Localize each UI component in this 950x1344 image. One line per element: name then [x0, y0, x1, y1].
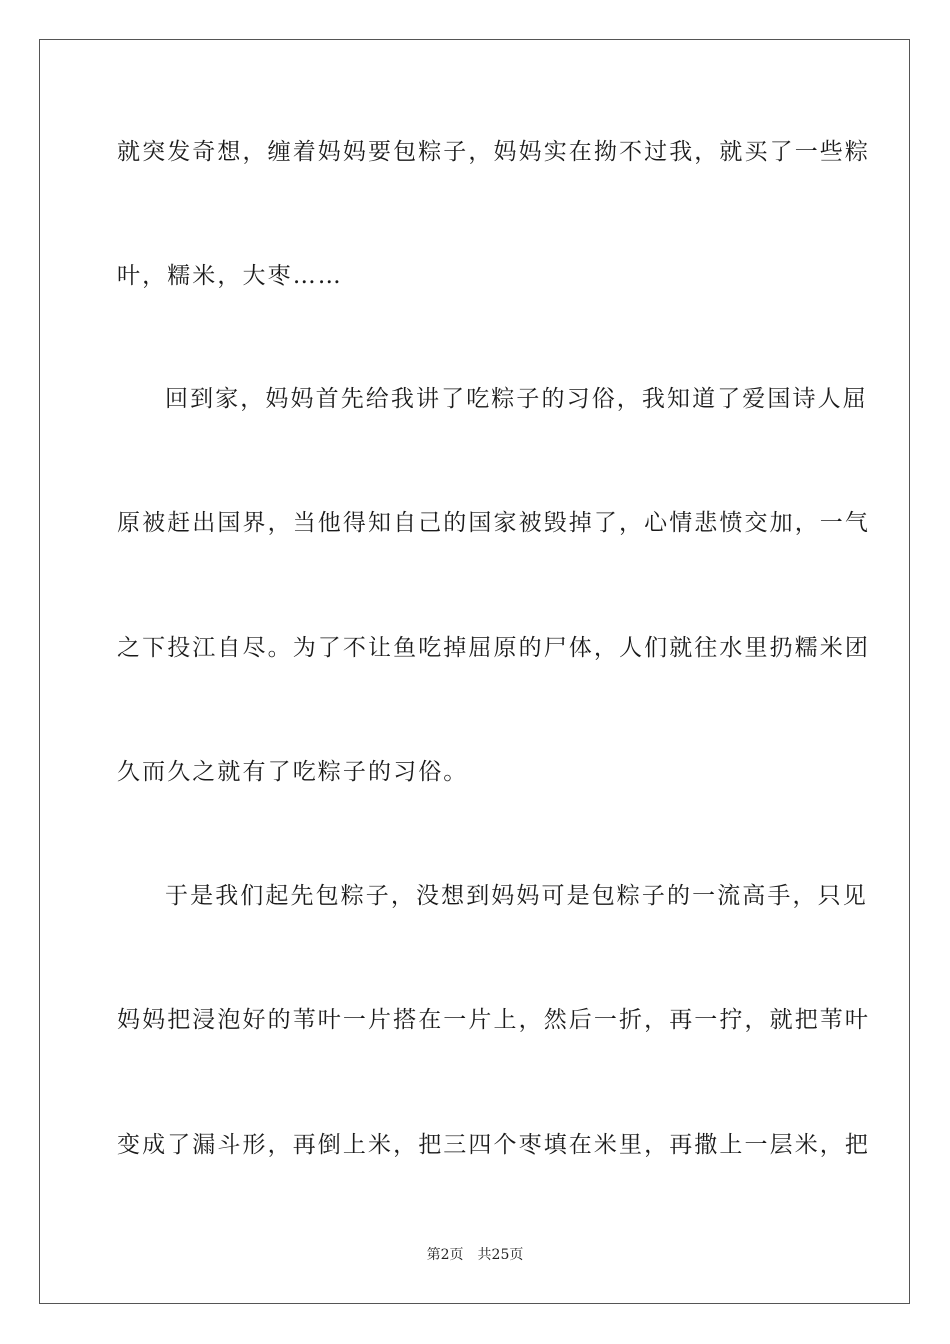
- page-number: 第2页: [426, 1247, 464, 1263]
- paragraph-start-line: 于是我们起先包粽子，没想到妈妈可是包粽子的一流高手，只见: [165, 883, 868, 909]
- page-footer: [0, 1246, 950, 1264]
- text-line: 久而久之就有了吃粽子的习俗。: [117, 759, 469, 785]
- text-line: 变成了漏斗形，再倒上米，把三四个枣填在米里，再撒上一层米，把: [117, 1132, 870, 1158]
- page-total: 共25页: [477, 1247, 524, 1263]
- text-line: 叶，糯米，大枣……: [117, 263, 343, 289]
- paragraph-start-line: 回到家，妈妈首先给我讲了吃粽子的习俗，我知道了爱国诗人屈: [165, 386, 868, 412]
- text-line: 之下投江自尽。为了不让鱼吃掉屈原的尸体，人们就往水里扔糯米团: [117, 635, 870, 661]
- text-line: 妈妈把浸泡好的苇叶一片搭在一片上，然后一折，再一拧，就把苇叶: [117, 1007, 870, 1033]
- text-line: 原被赶出国界，当他得知自己的国家被毁掉了，心情悲愤交加，一气: [117, 510, 870, 536]
- text-line: 就突发奇想，缠着妈妈要包粽子，妈妈实在拗不过我，就买了一些粽: [117, 139, 870, 165]
- page-border: [39, 39, 910, 1304]
